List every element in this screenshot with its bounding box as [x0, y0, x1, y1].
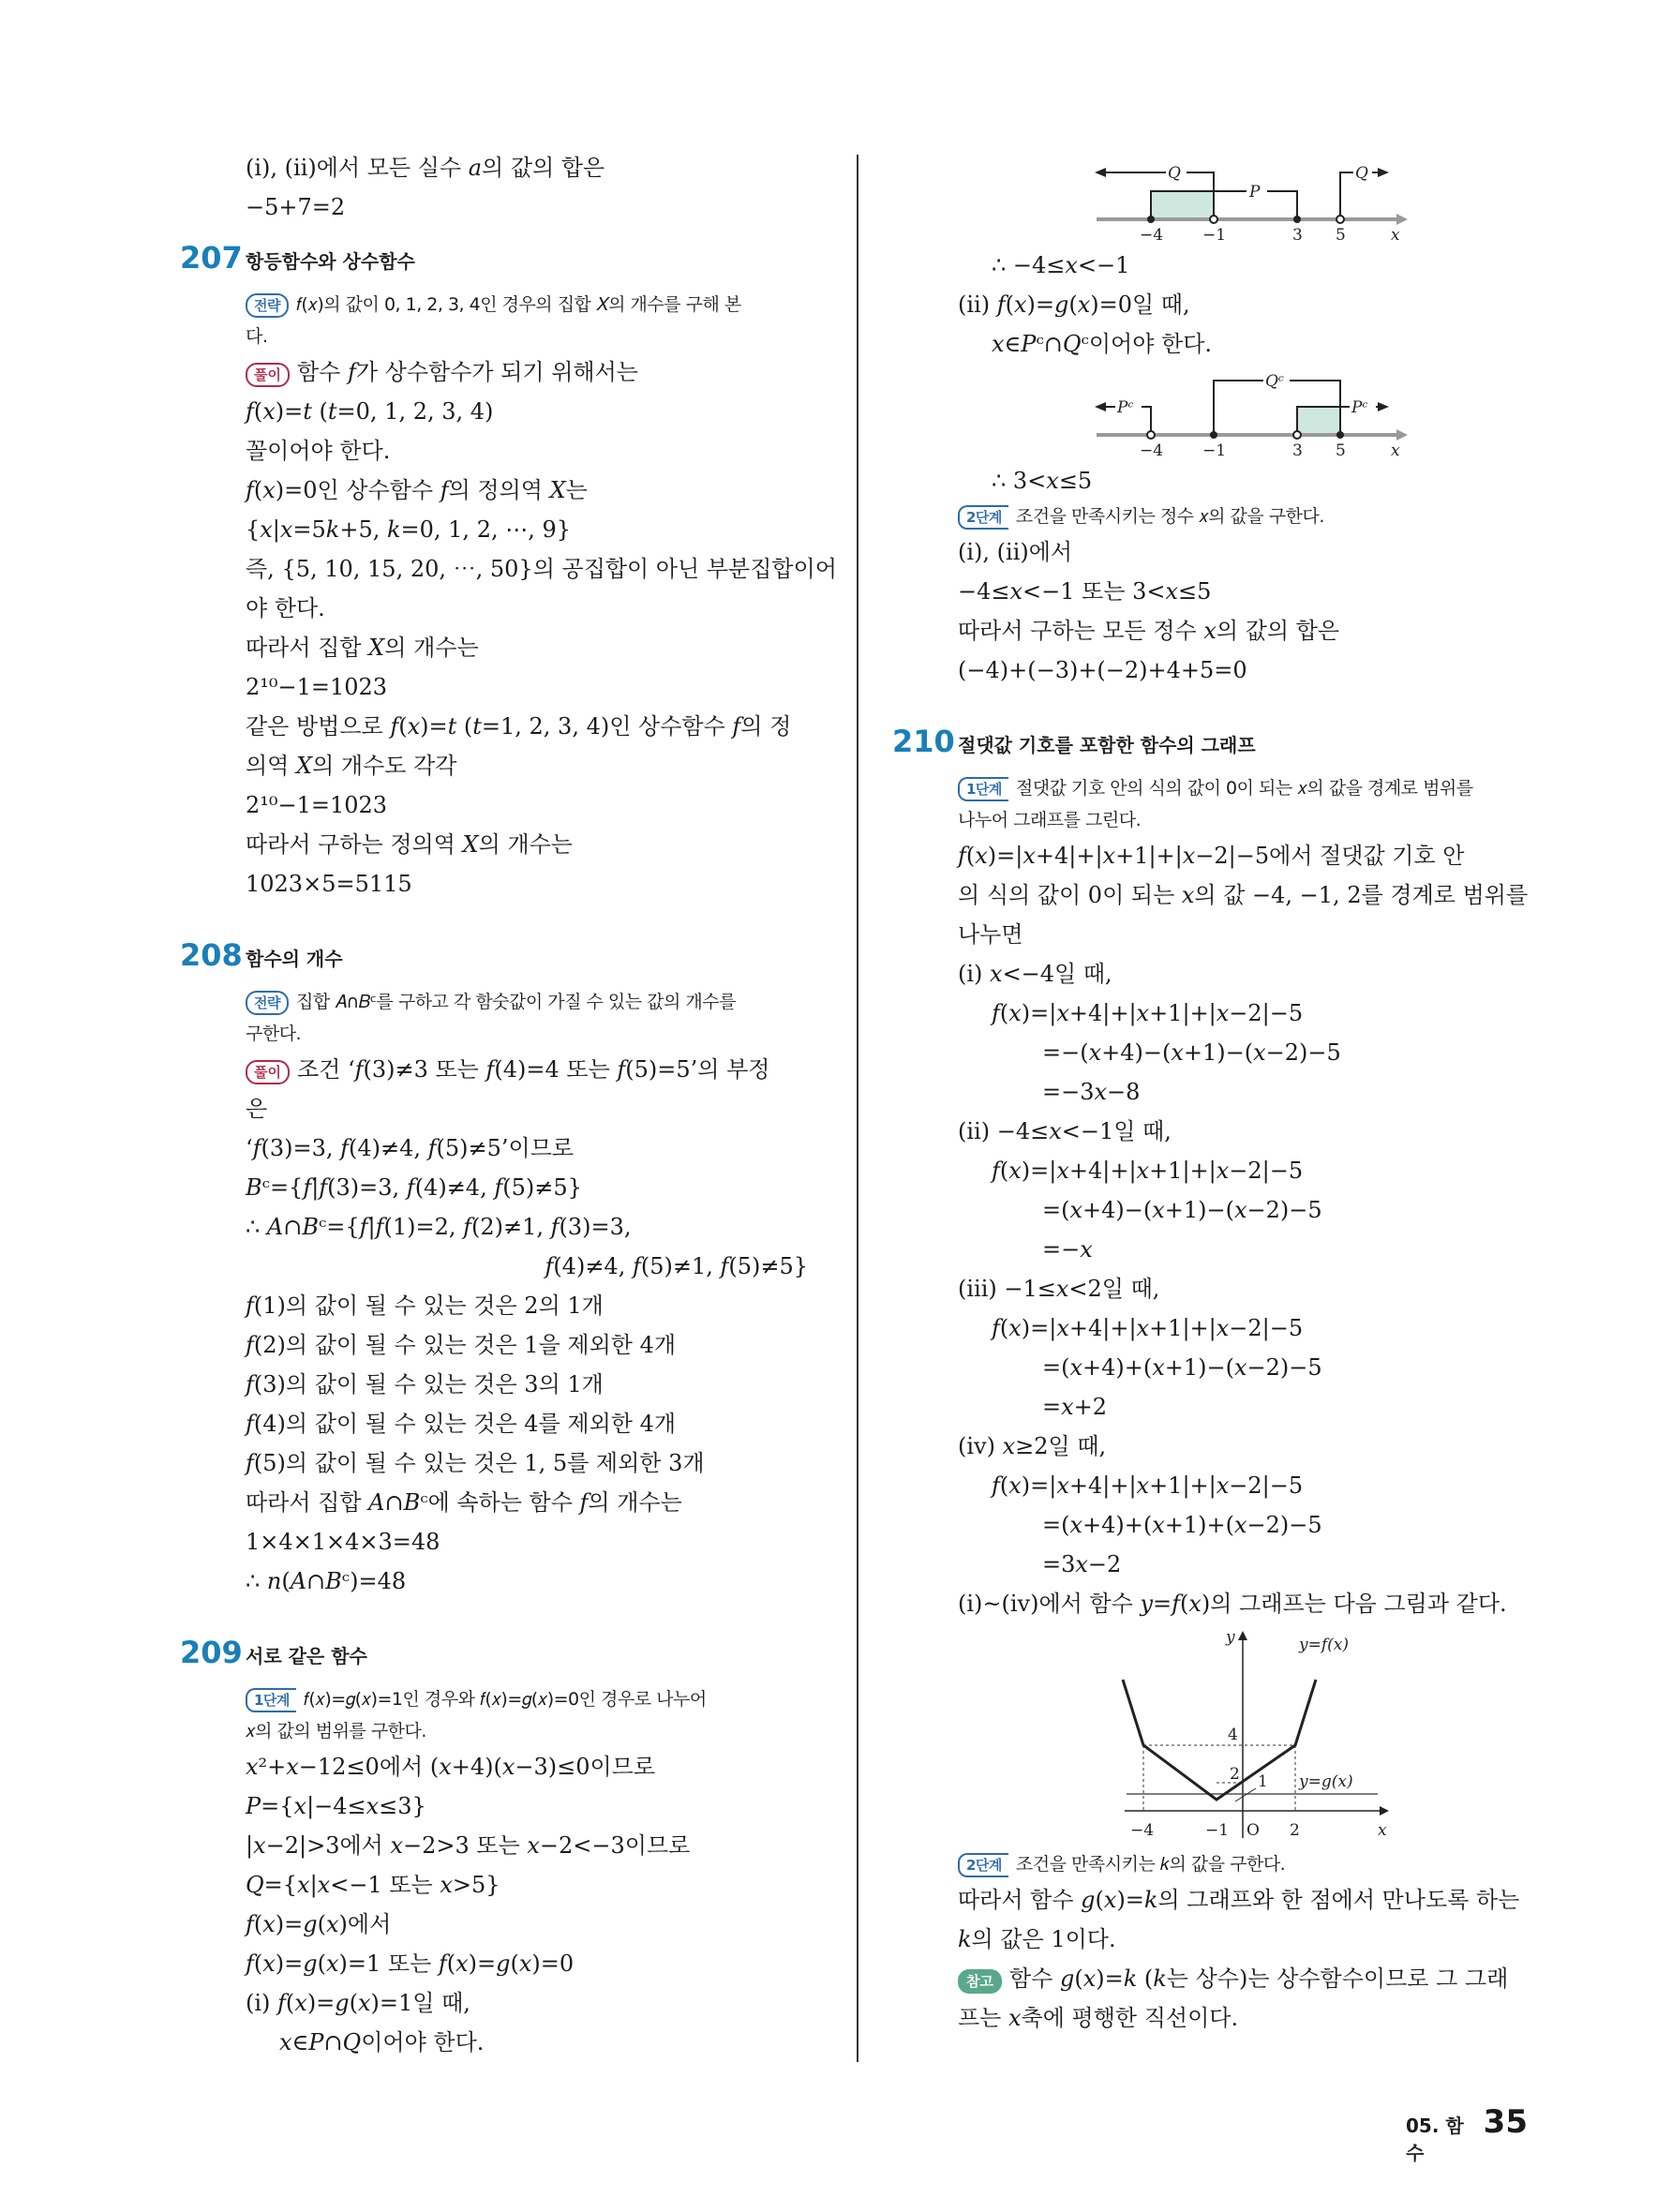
text-line: 𝑓(3)의 값이 될 수 있는 것은 3의 1개: [246, 1371, 604, 1397]
tick-label: −4: [1140, 441, 1164, 457]
text-line: 따라서 집합 𝐴∩𝐵ᶜ에 속하는 함수 𝑓의 개수는: [246, 1489, 682, 1516]
problem-number: 209: [180, 1635, 243, 1670]
tick-label: 3: [1292, 441, 1303, 457]
text-line: 𝑘의 값은 1이다.: [958, 1926, 1116, 1952]
equation-line: =−3𝑥−8: [1042, 1079, 1141, 1105]
x-tick-m1: −1: [1205, 1821, 1230, 1840]
strategy-line: 다.: [246, 326, 268, 347]
text-line: (ⅰ), (ⅱ)에서 모든 실수 𝑎의 값의 합은: [246, 155, 605, 181]
text-line: (ⅰ), (ⅱ)에서: [958, 539, 1073, 565]
x-axis-arrow: [1380, 1806, 1389, 1816]
problem-title: 서로 같은 함수: [246, 1645, 367, 1667]
number-line-svg: [958, 367, 1530, 457]
text-line: −4≤𝑥<−1 또는 3<𝑥≤5: [958, 578, 1212, 605]
text-line: 야 한다.: [246, 595, 325, 621]
step-line: [246, 1683, 817, 1715]
step-line: 나누어 그래프를 그린다.: [958, 810, 1142, 830]
axis-label: x: [1391, 441, 1400, 457]
strategy-line: 구한다.: [246, 1024, 302, 1044]
equation-line: 𝑓(𝑥)=|𝑥+4|+|𝑥+1|+|𝑥−2|−5: [992, 1158, 1304, 1184]
case-heading: (ⅰ) 𝑥<−4일 때,: [958, 961, 1112, 987]
tick-label: −1: [1202, 226, 1227, 242]
axis-arrow: [1396, 429, 1408, 441]
solution-text: 함수 𝑓가 상수함수가 되기 위해서는: [296, 359, 638, 385]
text-line: ∴ 3<𝑥≤5: [992, 468, 1093, 494]
number-line-figure-complement: [958, 367, 1530, 457]
problem-number: 207: [180, 240, 243, 276]
text-line: 𝑄={𝑥|𝑥<−1 또는 𝑥>5}: [246, 1872, 500, 1898]
solution-text: 조건 ‘𝑓(3)≠3 또는 𝑓(4)=4 또는 𝑓(5)=5’의 부정: [296, 1056, 770, 1083]
problem-title: 함수의 개수: [246, 948, 343, 970]
text-line: 따라서 구하는 모든 정수 𝑥의 값의 합은: [958, 618, 1340, 644]
function-graph-figure: [958, 1627, 1530, 1845]
step-line: 𝑥의 값의 범위를 구한다.: [246, 1721, 426, 1741]
text-line: 𝑥∈𝑃ᶜ∩𝑄ᶜ이어야 한다.: [992, 331, 1213, 357]
text-line: 𝑓(𝑥)=𝑔(𝑥)=1 또는 𝑓(𝑥)=𝑔(𝑥)=0: [246, 1950, 575, 1977]
step-text: 𝑓(𝑥)=𝑔(𝑥)=1인 경우와 𝑓(𝑥)=𝑔(𝑥)=0인 경우로 나누어: [303, 1689, 707, 1710]
problem-209: [180, 1635, 817, 2062]
q-right-arrow: [1378, 168, 1389, 177]
text-line: 의역 𝑋의 개수도 각각: [246, 753, 457, 779]
column-divider: [857, 155, 858, 2062]
text-line: 1023×5=5115: [246, 871, 412, 897]
text-line: ‘𝑓(3)=3, 𝑓(4)≠4, 𝑓(5)≠5’이므로: [246, 1135, 575, 1161]
text-line: 따라서 집합 𝑋의 개수는: [246, 635, 479, 661]
equation-line: 𝑓(𝑥)=|𝑥+4|+|𝑥+1|+|𝑥−2|−5: [992, 1472, 1304, 1499]
solution-line: [246, 352, 817, 392]
text-line: (ⅱ) 𝑓(𝑥)=𝑔(𝑥)=0일 때,: [958, 291, 1190, 318]
point-open: [1336, 216, 1344, 223]
text-line: (ⅰ)~(ⅳ)에서 함수 𝑦=𝑓(𝑥)의 그래프는 다음 그림과 같다.: [958, 1591, 1507, 1617]
x-axis-label: x: [1378, 1821, 1387, 1840]
y-axis-arrow: [1238, 1631, 1247, 1640]
overlap-shading: [1297, 407, 1340, 435]
label-pc: Pᶜ: [1351, 398, 1368, 417]
text-line: 𝑓(1)의 값이 될 수 있는 것은 2의 1개: [246, 1293, 604, 1319]
step-tag: 2단계: [958, 1853, 1008, 1877]
step-text: 조건을 만족시키는 정수 𝑥의 값을 구한다.: [1015, 506, 1324, 527]
text-line: 2¹⁰−1=1023: [246, 674, 388, 700]
step-line: [958, 772, 1530, 804]
step-line: [958, 1848, 1530, 1880]
label-p: P: [1249, 183, 1261, 202]
step-tag: 1단계: [246, 1688, 296, 1712]
step-tag: 2단계: [958, 505, 1008, 530]
equation-line: =−(𝑥+4)−(𝑥+1)−(𝑥−2)−5: [1042, 1039, 1341, 1066]
problem-number: 210: [892, 724, 955, 759]
text-line: 의 식의 값이 0이 되는 𝑥의 값 −4, −1, 2를 경계로 범위를: [958, 882, 1529, 908]
point-closed: [1210, 431, 1217, 439]
y-tick-1: 1: [1258, 1772, 1268, 1791]
equation-line: =3𝑥−2: [1042, 1551, 1122, 1577]
text-line: 𝑓(4)의 값이 될 수 있는 것은 4를 제외한 4개: [246, 1411, 677, 1437]
text-line: 𝑓(𝑥)=𝑡 (𝑡=0, 1, 2, 3, 4): [246, 398, 494, 425]
pc-right-arrow: [1378, 402, 1389, 411]
g-label: y=g(x): [1299, 1772, 1353, 1791]
problem-number: 208: [180, 937, 243, 973]
equation-line: =(𝑥+4)+(𝑥+1)−(𝑥−2)−5: [1042, 1354, 1322, 1381]
tick-label: 3: [1292, 226, 1303, 242]
text-line: 2¹⁰−1=1023: [246, 792, 388, 818]
tick-label: −1: [1202, 441, 1227, 457]
step-text: 절댓값 기호 안의 식의 값이 0이 되는 𝑥의 값을 경계로 범위를: [1015, 778, 1473, 799]
step-tag: 1단계: [958, 777, 1008, 801]
origin-label: O: [1246, 1821, 1260, 1840]
text-line: 같은 방법으로 𝑓(𝑥)=𝑡 (𝑡=1, 2, 3, 4)인 상수함수 𝑓의 정: [246, 713, 792, 740]
overlap-shading: [1151, 191, 1214, 219]
tick-label: 5: [1336, 226, 1346, 242]
strategy-text: 𝑓(𝑥)의 값이 0, 1, 2, 3, 4인 경우의 집합 𝑋의 개수를 구해 본: [295, 294, 741, 315]
point-open: [1210, 216, 1217, 223]
text-line: 은: [246, 1096, 268, 1122]
tick-label: 5: [1336, 441, 1346, 457]
note-tag: 참고: [958, 1969, 1002, 1994]
problem-header: [180, 240, 817, 289]
equation-line: 𝑓(𝑥)=|𝑥+4|+|𝑥+1|+|𝑥−2|−5: [992, 1315, 1304, 1341]
case-heading: (ⅱ) −4≤𝑥<−1일 때,: [958, 1118, 1172, 1144]
text-line: 𝑓(4)≠4, 𝑓(5)≠1, 𝑓(5)≠5}: [545, 1253, 808, 1279]
point-closed: [1147, 216, 1155, 223]
problem-header: [892, 724, 1530, 772]
problem-207: [180, 240, 837, 904]
text-line: {𝑥|𝑥=5𝑘+5, 𝑘=0, 1, 2, ⋯, 9}: [246, 516, 572, 543]
axis-label: x: [1391, 226, 1400, 242]
number-line-svg: [958, 152, 1530, 242]
text-line: ∴ −4≤𝑥<−1: [992, 252, 1130, 278]
text-line: 𝑓(𝑥)=𝑔(𝑥)에서: [246, 1911, 392, 1937]
strategy-text: 집합 𝐴∩𝐵ᶜ를 구하고 각 함숫값이 가질 수 있는 값의 개수를: [295, 992, 736, 1012]
solution-line: [246, 1050, 817, 1089]
label-pc: Pᶜ: [1117, 398, 1134, 417]
text-line: 1×4×1×4×3=48: [246, 1529, 440, 1555]
text-line: ∴ 𝑛(𝐴∩𝐵ᶜ)=48: [246, 1568, 407, 1594]
problem-title: 항등함수와 상수함수: [246, 250, 415, 273]
x-tick-2: 2: [1290, 1821, 1300, 1840]
text-line: 나누면: [958, 921, 1023, 948]
y-tick-4: 4: [1228, 1726, 1238, 1744]
problem-header: [180, 937, 817, 986]
problem-208: [180, 937, 817, 1601]
text-line: (−4)+(−3)+(−2)+4+5=0: [958, 657, 1247, 683]
point-closed: [1293, 216, 1301, 223]
solution-tag: 풀이: [246, 363, 290, 387]
q-left-arrow: [1095, 168, 1106, 177]
pc-left-arrow: [1095, 402, 1106, 411]
equation-line: 𝑓(𝑥)=|𝑥+4|+|𝑥+1|+|𝑥−2|−5: [992, 1000, 1304, 1026]
strategy-line: [246, 289, 817, 321]
problem-210: [892, 724, 1530, 2038]
y-tick-2: 2: [1230, 1765, 1240, 1784]
equation-line: =𝑥+2: [1042, 1394, 1108, 1420]
strategy-line: [246, 986, 817, 1018]
right-column: [892, 148, 1530, 2038]
label-qc: Qᶜ: [1265, 372, 1284, 391]
text-line: (ⅰ) 𝑓(𝑥)=𝑔(𝑥)=1일 때,: [246, 1990, 470, 2016]
chapter-label: 05. 함수: [1406, 2115, 1464, 2164]
label-q: Q: [1355, 164, 1368, 183]
page-footer: [1406, 2103, 1528, 2165]
f-label: y=f(x): [1299, 1636, 1349, 1654]
step-text: 조건을 만족시키는 𝑘의 값을 구한다.: [1015, 1854, 1286, 1875]
case-heading: (ⅳ) 𝑥≥2일 때,: [958, 1433, 1107, 1459]
equation-line: =(𝑥+4)+(𝑥+1)+(𝑥−2)−5: [1042, 1512, 1322, 1538]
text-line: |𝑥−2|>3에서 𝑥−2>3 또는 𝑥−2<−3이므로: [246, 1832, 691, 1859]
label-q: Q: [1168, 164, 1181, 183]
point-closed: [1336, 431, 1344, 439]
pointer-line: [1235, 1788, 1256, 1801]
page-number: 35: [1483, 2103, 1528, 2141]
equation-line: =(𝑥+4)−(𝑥+1)−(𝑥−2)−5: [1042, 1197, 1322, 1223]
number-line-figure-pq: [958, 152, 1530, 242]
equation-line: =−𝑥: [1042, 1236, 1093, 1263]
note-text: 함수 𝑔(𝑥)=𝑘 (𝑘는 상수)는 상수함수이므로 그 그래: [1008, 1965, 1509, 1992]
solution-tag: 풀이: [246, 1060, 290, 1084]
problem-title: 절댓값 기호를 포함한 함수의 그래프: [958, 734, 1256, 756]
text-line: 따라서 함수 𝑔(𝑥)=𝑘의 그래프와 한 점에서 만나도록 하는: [958, 1887, 1520, 1913]
note-line: 프는 𝑥축에 평행한 직선이다.: [958, 2005, 1239, 2031]
text-line: 𝐵ᶜ={𝑓|𝑓(3)=3, 𝑓(4)≠4, 𝑓(5)≠5}: [246, 1174, 582, 1201]
text-line: 따라서 구하는 정의역 𝑋의 개수는: [246, 831, 573, 858]
text-line: ∴ 𝐴∩𝐵ᶜ={𝑓|𝑓(1)=2, 𝑓(2)≠1, 𝑓(3)=3,: [246, 1214, 632, 1240]
text-line: 즉, {5, 10, 15, 20, ⋯, 50}의 공집합이 아닌 부분집합이어: [246, 556, 837, 582]
strategy-tag: 전략: [246, 991, 289, 1015]
step-line: [958, 501, 1530, 532]
x-tick-m4: −4: [1130, 1821, 1155, 1840]
note-line: [958, 1959, 1530, 1998]
point-open: [1147, 431, 1155, 439]
case-heading: (ⅲ) −1≤𝑥<2일 때,: [958, 1276, 1160, 1302]
text-line: 𝑃={𝑥|−4≤𝑥≤3}: [246, 1793, 426, 1819]
text-line: 𝑓(5)의 값이 될 수 있는 것은 1, 5를 제외한 3개: [246, 1450, 705, 1476]
text-line: 𝑥∈𝑃∩𝑄이어야 한다.: [279, 2029, 485, 2055]
left-column: [180, 148, 837, 2062]
text-line: 𝑓(𝑥)=|𝑥+4|+|𝑥+1|+|𝑥−2|−5에서 절댓값 기호 안: [958, 843, 1465, 869]
point-open: [1293, 431, 1301, 439]
text-line: 𝑥²+𝑥−12≤0에서 (𝑥+4)(𝑥−3)≤0이므로: [246, 1754, 656, 1780]
tick-label: −4: [1140, 226, 1164, 242]
strategy-tag: 전략: [246, 293, 289, 318]
curve-f: [1123, 1680, 1316, 1800]
text-line: 𝑓(𝑥)=0인 상수함수 𝑓의 정의역 𝑋는: [246, 477, 588, 503]
text-line: 𝑓(2)의 값이 될 수 있는 것은 1을 제외한 4개: [246, 1332, 677, 1358]
text-line: −5+7=2: [246, 194, 346, 220]
axis-arrow: [1396, 214, 1408, 225]
problem-header: [180, 1635, 817, 1683]
function-graph-svg: [958, 1627, 1530, 1845]
text-line: 꼴이어야 한다.: [246, 438, 391, 464]
y-axis-label: y: [1226, 1628, 1235, 1647]
